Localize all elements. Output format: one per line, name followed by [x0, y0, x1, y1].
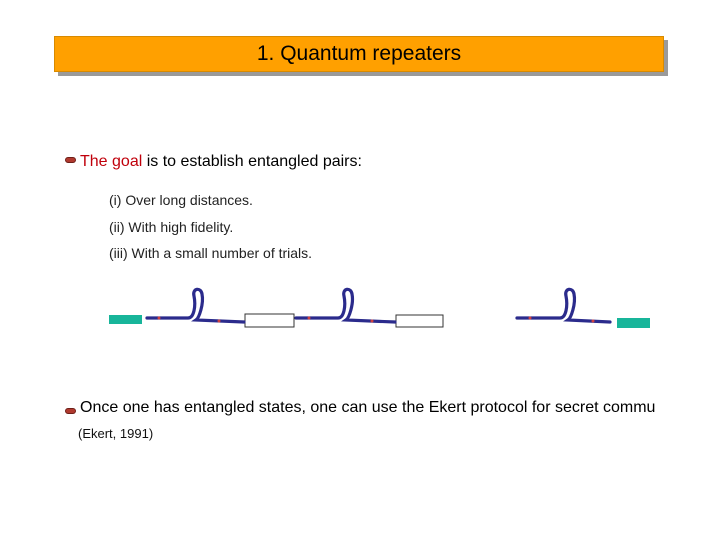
end-node-right — [617, 318, 650, 328]
criterion-high-fidelity: (ii) With high fidelity. — [109, 219, 234, 235]
ekert-statement: Once one has entangled states, one can use the Ekert protocol for secret commu — [80, 399, 656, 416]
criterion-long-distance: (i) Over long distances. — [109, 192, 253, 208]
end-node-left — [109, 315, 142, 324]
memory-box-1 — [245, 314, 294, 327]
criterion-few-trials: (iii) With a small number of trials. — [109, 245, 313, 261]
goal-highlight: The goal — [80, 153, 143, 170]
memory-box-2 — [396, 315, 443, 327]
fiber-spool-1 — [147, 289, 244, 322]
fiber-spool-2 — [296, 289, 395, 322]
ekert-reference: (Ekert, 1991) — [78, 426, 154, 441]
goal-rest: is to establish entangled pairs: — [142, 153, 362, 170]
slide-title-text: 1. Quantum repeaters — [256, 42, 462, 65]
bullet-icon — [65, 408, 76, 414]
